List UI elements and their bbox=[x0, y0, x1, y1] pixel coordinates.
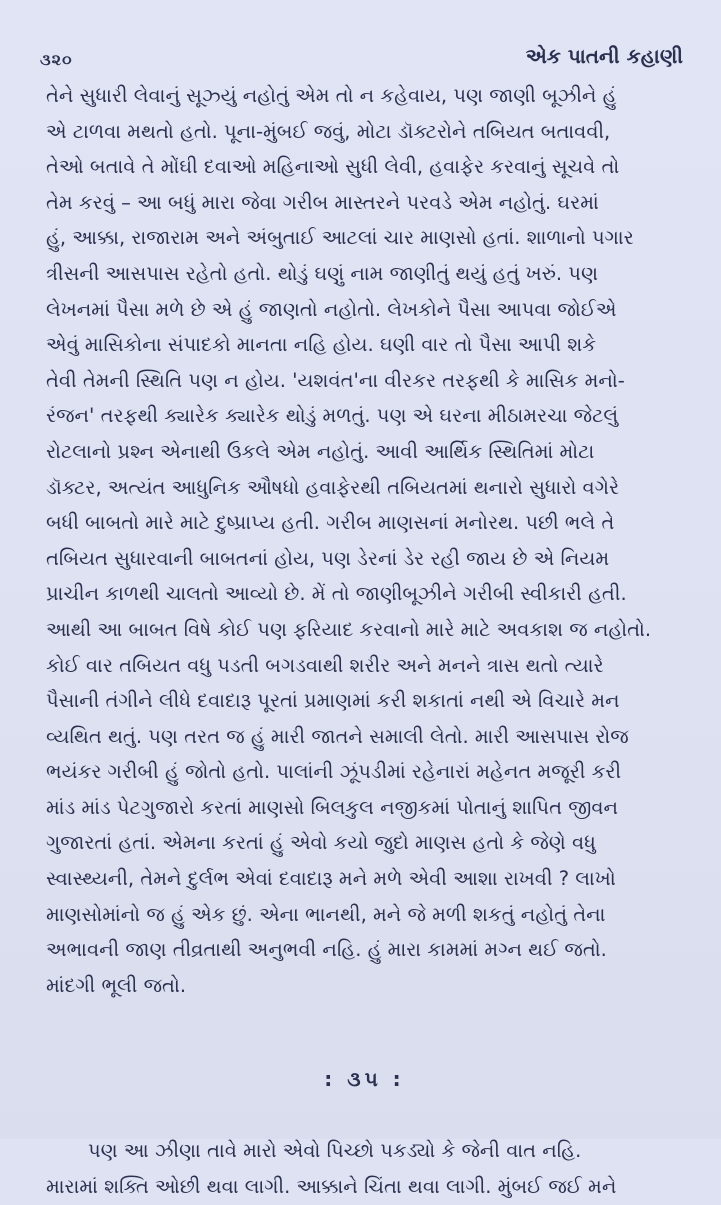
text-line: ગુજારતાં હતાં. એમના કરતાં હું એવો કયો જુદો માણસ હતો કે જેણે વધુ bbox=[46, 831, 596, 855]
text-line: કોઈ વાર તબિયત વધુ પડતી બગડવાથી શરીર અને મનને ત્રાસ થતો ત્યારે bbox=[46, 653, 604, 677]
text-line: એ ટાળવા મથતો હતો. પૂના-મુંબઈ જવું, મોટા ડૉક્ટરોને તબિયત બતાવવી, bbox=[46, 119, 611, 143]
text-line: માંદગી ભૂલી જતો. bbox=[46, 973, 187, 997]
text-line: રોટલાનો પ્રશ્ન એનાથી ઉકલે એમ નહોતું. આવી આર્થિક સ્થિતિમાં મોટા bbox=[46, 439, 595, 463]
text-line: તેને સુધારી લેવાનું સૂઝ્યું નહોતું એમ તો ન કહેવાય, પણ જાણી બૂઝીને હું bbox=[46, 84, 617, 107]
paragraph-2 bbox=[46, 1133, 683, 1204]
text-line: ભયંકર ગરીબી હું જોતો હતો. પાલાંની ઝૂંપડીમાં રહેનારાં મહેનત મજૂરી કરી bbox=[46, 760, 622, 784]
page-header bbox=[40, 30, 683, 78]
text-line: તબિયત સુધારવાની બાબતનાં હોય, પણ ડેરનાં ડેર રહી જાય છે એ નિયમ bbox=[46, 546, 610, 570]
text-line: રંજન' તરફથી ક્યારેક ક્યારેક થોડું મળતું. પણ એ ઘરના મીઠામરચા જેટલું bbox=[46, 404, 619, 428]
running-title: એક પાતની કહાણી bbox=[525, 44, 683, 68]
text-line: બધી બાબતો મારે માટે દુષ્પ્રાપ્ય હતી. ગરીબ માણસનાં મનોરથ. પછી ભલે તે bbox=[46, 511, 615, 535]
text-line: પૈસાની તંગીને લીધે દવાદારૂ પૂરતાં પ્રમાણમાં કરી શકાતાં નથી એ વિચારે મન bbox=[46, 689, 620, 713]
text-line: તેવી તેમની સ્થિતિ પણ ન હોય. 'યશવંત'ના વીરકર તરફથી કે માસિક મનો- bbox=[46, 368, 625, 392]
text-line: લેખનમાં પૈસા મળે છે એ હું જાણતો નહોતો. લેખકોને પૈસા આપવા જોઈએ bbox=[46, 297, 617, 321]
text-line: પ્રાચીન કાળથી ચાલતો આવ્યો છે. મેં તો જાણીબૂઝીને ગરીબી સ્વીકારી હતી. bbox=[46, 582, 627, 606]
text-line: વ્યથિત થતું. પણ તરત જ હું મારી જાતને સમાલી લેતો. મારી આસપાસ રોજ bbox=[46, 724, 629, 748]
text-line: સ્વાસ્થ્યની, તેમને દુર્લભ એવાં દવાદારૂ મને મળે એવી આશા રાખવી ? લાખો bbox=[46, 867, 616, 891]
text-line: એવું માસિકોના સંપાદકો માનતા નહિ હોય. ઘણી વાર તો પૈસા આપી શકે bbox=[46, 333, 597, 357]
text-line: હું, આક્કા, રાજારામ અને અંબુતાઈ આટલાં ચાર માણસો હતાં. શાળાનો પગાર bbox=[46, 226, 634, 250]
text-line: માંડ માંડ પેટગુજારો કરતાં માણસો બિલકુલ નજીકમાં પોતાનું શાપિત જીવન bbox=[46, 795, 619, 819]
text-line: ડૉક્ટર, અત્યંત આધુનિક ઔષધો હવાફેરથી તબિયતમાં થનારો સુધારો વગેરે bbox=[46, 475, 620, 499]
page-number: ૩૨૦ bbox=[40, 50, 73, 69]
text-line: મારામાં શક્તિ ઓછી થવા લાગી. આક્કાને ચિંતા થવા લાગી. મુંબઈ જઈ મને bbox=[46, 1175, 617, 1199]
text-line: અભાવની જાણ તીવ્રતાથી અનુભવી નહિ. હું મારા કામમાં મગ્ન થઈ જતો. bbox=[46, 938, 607, 962]
text-line: આથી આ બાબત વિષે કોઈ પણ ફરિયાદ કરવાનો મારે માટે અવકાશ જ નહોતો. bbox=[46, 617, 652, 641]
text-line: માણસોમાંનો જ હું એક છું. એના ભાનથી, મને જે મળી શકતું નહોતું તેના bbox=[46, 902, 606, 926]
text-line: તેઓ બતાવે તે મોંઘી દવાઓ મહિનાઓ સુધી લેવી, હવાફેર કરવાનું સૂચવે તો bbox=[46, 155, 620, 179]
section-number: : ૩૫ : bbox=[324, 1067, 405, 1092]
paragraph-1 bbox=[46, 78, 683, 1003]
text-line: ત્રીસની આસપાસ રહેતો હતો. થોડું ઘણું નામ જાણીતું થયું હતું ખરું. પણ bbox=[46, 261, 598, 285]
text-line: તેમ કરવું – આ બધું મારા જેવા ગરીબ માસ્તરને પરવડે એમ નહોતું. ઘરમાં bbox=[46, 190, 599, 214]
text-line: પણ આ ઝીણા તાવે મારો એવો પિચ્છો પકડ્યો કે જેની વાત નહિ. bbox=[88, 1139, 582, 1163]
